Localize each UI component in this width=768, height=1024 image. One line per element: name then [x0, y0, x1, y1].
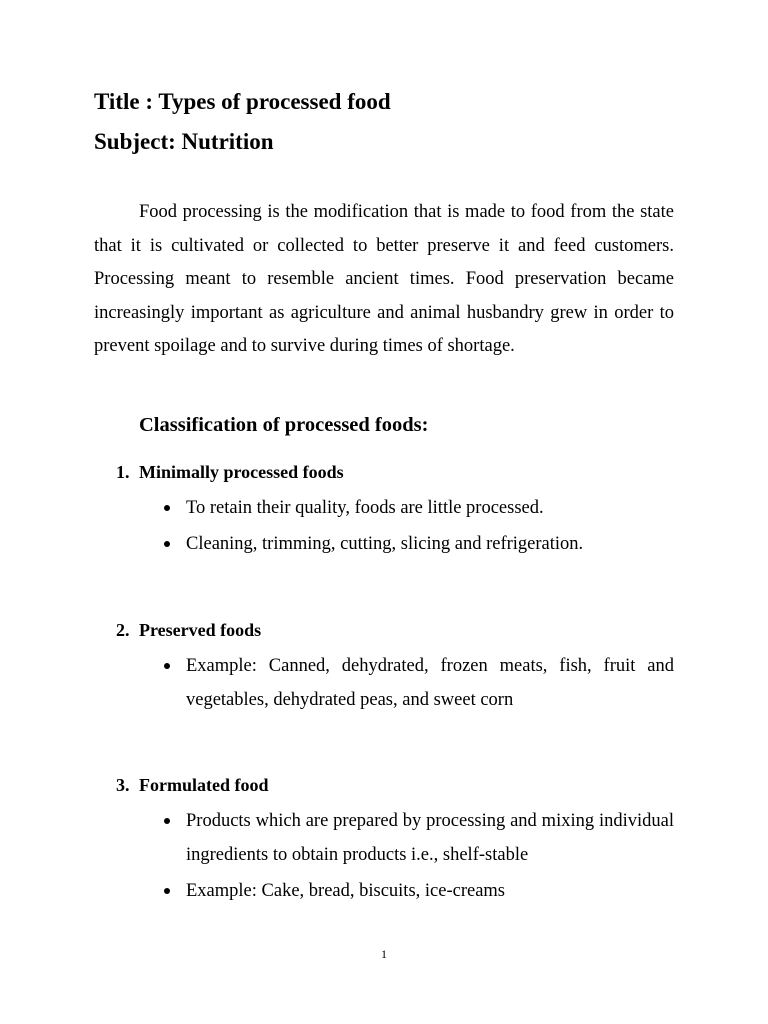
list-item-text: Products which are prepared by processing and mixing individual ingredients to obtain products i.e., shelf-stable [186, 811, 674, 865]
document-subject: Subject: Nutrition [94, 129, 274, 154]
section-number: 1. [116, 462, 130, 482]
intro-paragraph: Food processing is the modification that is made to food from the state that it is cultivated or collected to better preserve it and feed customers. Processing meant to resemble ancient times. Food preservation became increasingly important as agriculture and animal husbandry grew in order to prevent spoilage and to survive during times of shortage. [94, 202, 674, 357]
bullet-dot-icon [164, 541, 170, 547]
bullet-list [0, 804, 768, 910]
list-item-text: To retain their quality, foods are little processed. [186, 498, 544, 518]
bullet-list [0, 649, 768, 719]
section-heading [116, 458, 344, 486]
bullet-dot-icon [164, 888, 170, 894]
bullet-list [0, 491, 768, 563]
bullet-dot-icon [164, 818, 170, 824]
list-item [186, 874, 674, 908]
document-title: Title : Types of processed food [94, 89, 391, 114]
list-item [186, 649, 674, 717]
bullet-dot-icon [164, 663, 170, 669]
section-title: Minimally processed foods [139, 462, 344, 482]
list-item-text: Example: Cake, bread, biscuits, ice-creams [186, 881, 505, 901]
bullet-dot-icon [164, 505, 170, 511]
section-number: 2. [116, 620, 130, 640]
classification-heading: Classification of processed foods: [139, 414, 429, 436]
list-item [186, 491, 674, 525]
section-number: 3. [116, 775, 130, 795]
section-heading [116, 771, 269, 799]
list-item-text: Example: Canned, dehydrated, frozen meats, fish, fruit and vegetables, dehydrated peas, and sweet corn [186, 656, 674, 710]
list-item [186, 527, 674, 561]
list-item [186, 804, 674, 872]
section-title: Formulated food [139, 775, 269, 795]
list-item-text: Cleaning, trimming, cutting, slicing and refrigeration. [186, 534, 584, 554]
section-heading [116, 616, 261, 644]
page-number: 1 [381, 947, 387, 961]
section-title: Preserved foods [139, 620, 262, 640]
